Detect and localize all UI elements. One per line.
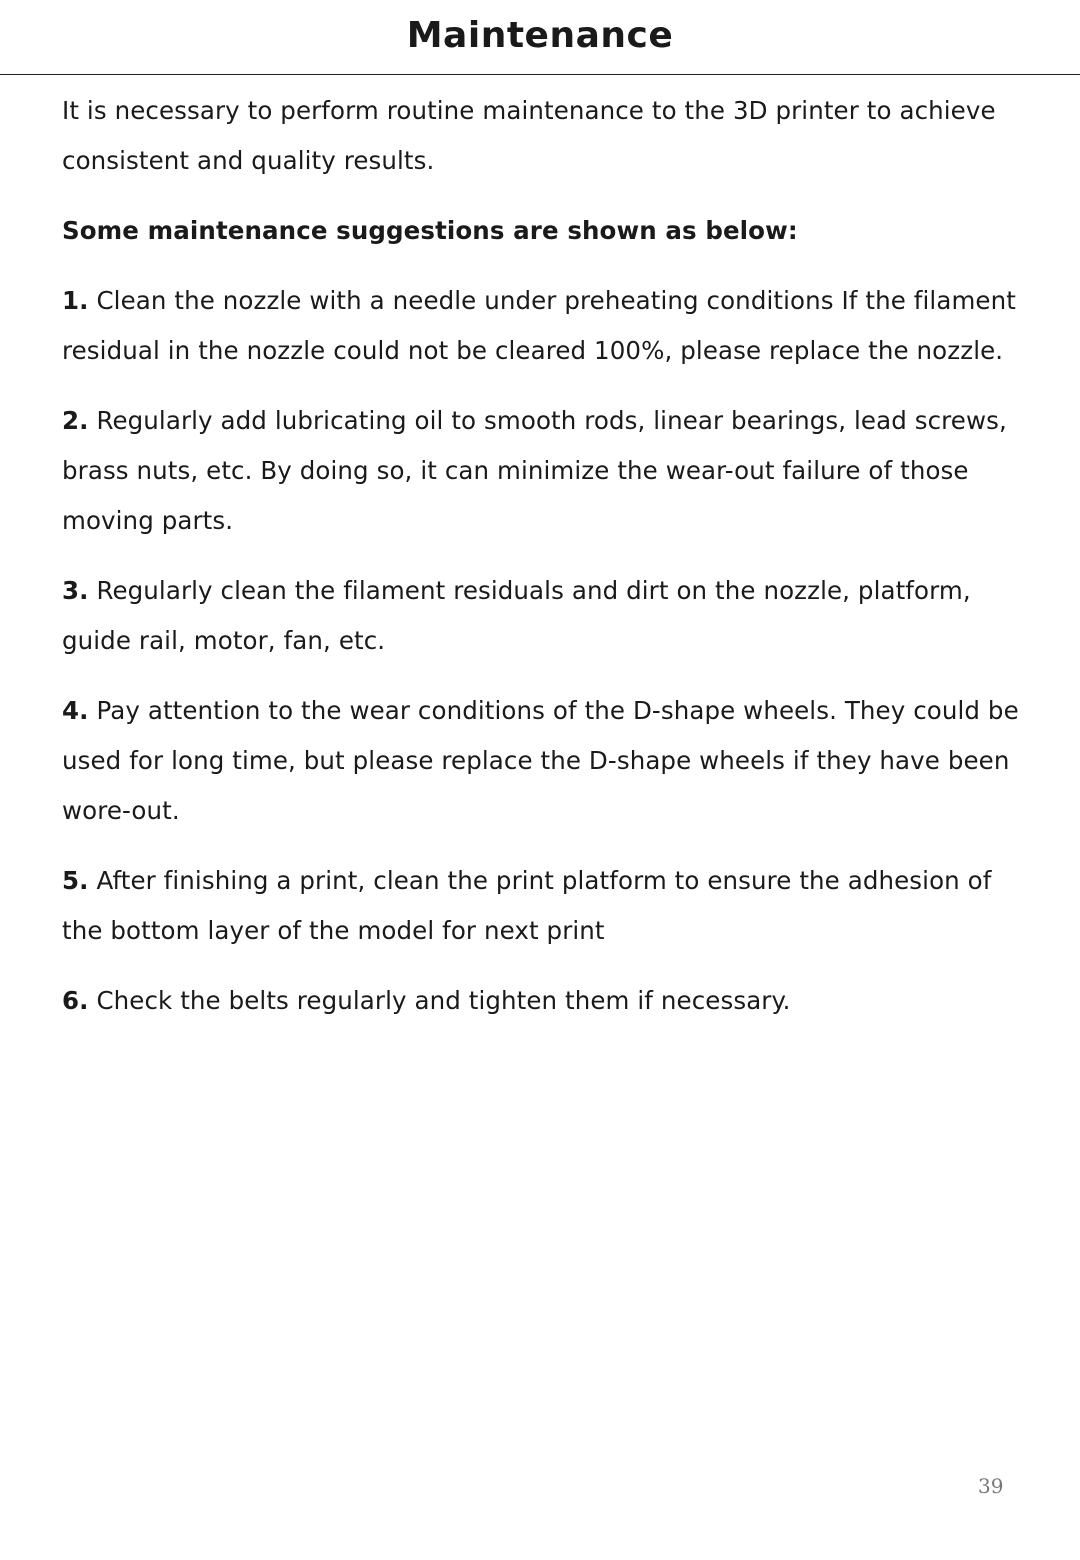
maintenance-tip-5 [62, 856, 1022, 956]
maintenance-tip-1 [62, 276, 1022, 376]
maintenance-tip-4 [62, 686, 1022, 836]
tip-number: 1. [62, 286, 89, 315]
tip-text: After finishing a print, clean the print platform to ensure the adhesion of the bottom layer of the model for next print [62, 866, 992, 945]
page-content [62, 86, 1022, 1046]
page-number: 39 [978, 1474, 1004, 1498]
maintenance-tip-3 [62, 566, 1022, 666]
tip-number: 4. [62, 696, 89, 725]
tip-text: Pay attention to the wear conditions of the D-shape wheels. They could be used for long time, but please replace the D-shape wheels if they have been wore-out. [62, 696, 1019, 825]
tip-number: 5. [62, 866, 89, 895]
page-header [0, 0, 1080, 75]
suggestions-heading: Some maintenance suggestions are shown as below: [62, 216, 798, 245]
page-title: Maintenance [406, 15, 674, 56]
tip-text: Check the belts regularly and tighten them if necessary. [96, 986, 791, 1015]
tip-text: Clean the nozzle with a needle under preheating conditions If the filament residual in the nozzle could not be cleared 100%, please replace the nozzle. [62, 286, 1016, 365]
tip-text: Regularly add lubricating oil to smooth rods, linear bearings, lead screws, brass nuts, etc. By doing so, it can minimize the wear-out failure of those moving parts. [62, 406, 1007, 535]
tip-number: 3. [62, 576, 89, 605]
maintenance-tip-2 [62, 396, 1022, 546]
maintenance-tip-6 [62, 976, 1022, 1026]
tip-text: Regularly clean the filament residuals and dirt on the nozzle, platform, guide rail, motor, fan, etc. [62, 576, 971, 655]
intro-paragraph: It is necessary to perform routine maintenance to the 3D printer to achieve consistent and quality results. [62, 96, 996, 175]
tip-number: 2. [62, 406, 89, 435]
tip-number: 6. [62, 986, 89, 1015]
maintenance-tips-list [62, 276, 1022, 1026]
